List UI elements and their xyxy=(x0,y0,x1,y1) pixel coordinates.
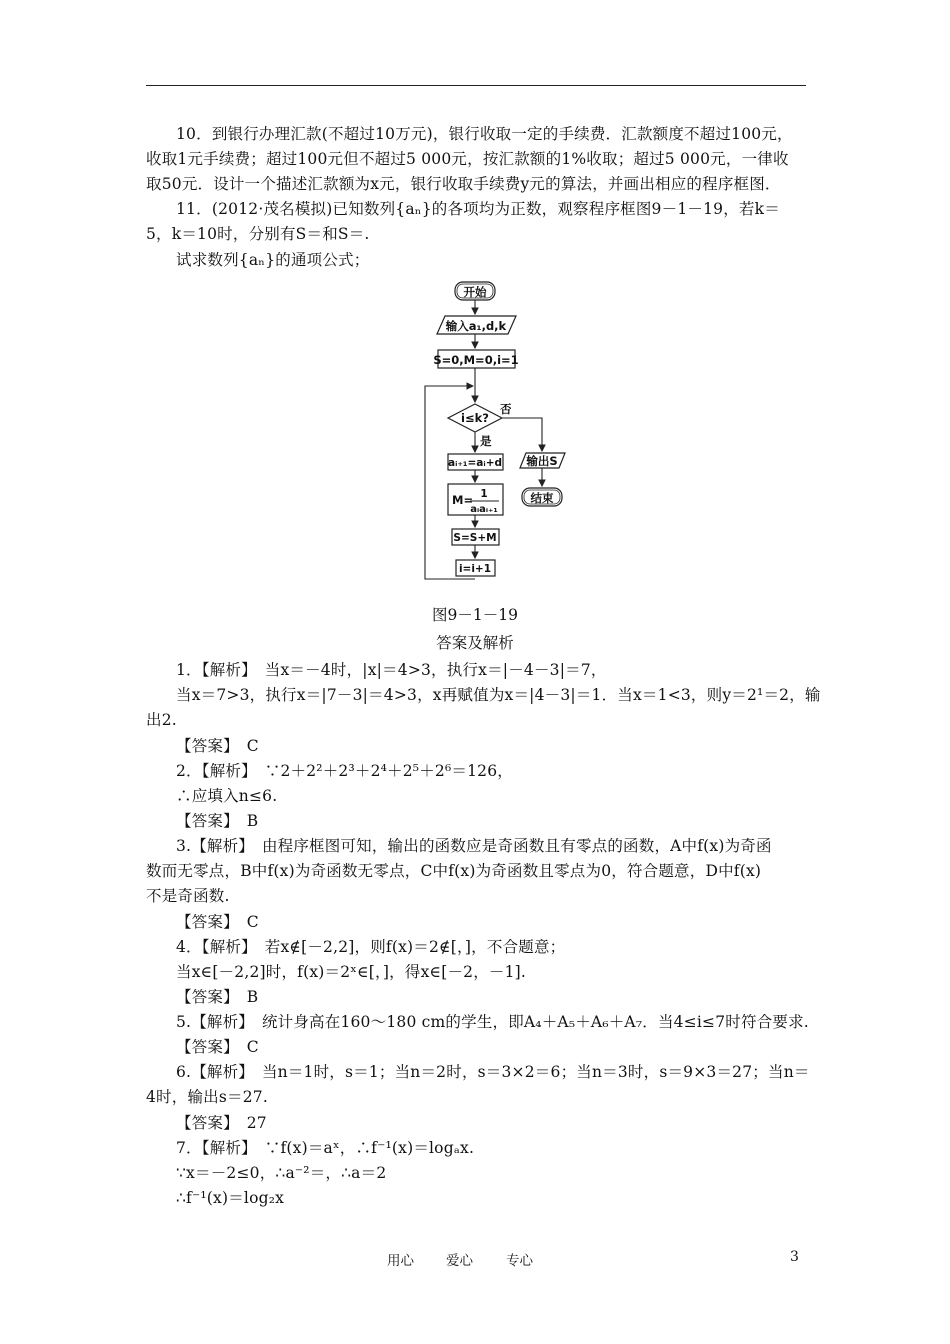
answer-4-key: 【答案】 B xyxy=(176,988,259,1006)
condition-label: i≤k? xyxy=(461,411,489,425)
figure-caption: 图9－1－19 xyxy=(432,606,518,624)
answer-5-line-1: 5.【解析】 统计身高在160～180 cm的学生，即A₄＋A₅＋A₆＋A₇．当4≤i≤7时符合要求. xyxy=(176,1013,809,1031)
answer-3-line-2: 数而无零点，B中f(x)为奇函数无零点，C中f(x)为奇函数且零点为0，符合题意，D中f(x) xyxy=(146,862,762,880)
step-i-label: i=i+1 xyxy=(458,563,492,575)
answers-title: 答案及解析 xyxy=(436,634,514,652)
footer-middle: 爱心 xyxy=(446,1253,473,1269)
answer-1-line-1: 1．【解析】 当x＝－4时，|x|＝4>3，执行x＝|－4－3|＝7， xyxy=(176,661,607,679)
step-a-label: aᵢ₊₁=aᵢ+d xyxy=(447,457,503,469)
yes-label: 是 xyxy=(480,434,492,448)
answer-1-line-2: 当x＝7>3，执行x＝|7－3|＝4>3，x再赋值为x＝|4－3|＝1．当x＝1<3，则y＝2¹＝2，输 xyxy=(176,686,821,704)
output-label: 输出S xyxy=(526,454,558,468)
answer-6-line-1: 6.【解析】 当n＝1时，s＝1；当n＝2时，s＝3×2＝6；当n＝3时，s＝9×3＝27；当n＝ xyxy=(176,1063,810,1081)
no-label: 否 xyxy=(500,402,512,416)
start-label: 开始 xyxy=(463,285,487,299)
answer-7-line-2: ∵x＝－2≤0，∴a⁻²＝，∴a＝2 xyxy=(176,1164,387,1182)
answer-3-key: 【答案】 C xyxy=(176,913,259,931)
flowchart-diagram xyxy=(420,275,590,593)
answer-5-key: 【答案】 C xyxy=(176,1038,259,1056)
header-rule xyxy=(146,85,806,86)
answer-4-line-2: 当x∈[－2,2]时，f(x)＝2ˣ∈[，]，得x∈[－2，－1]. xyxy=(176,963,527,981)
step-s-label: S=S+M xyxy=(453,532,497,544)
footer-right: 专心 xyxy=(506,1253,533,1269)
init-label: S=0,M=0,i=1 xyxy=(433,353,519,367)
page-number: 3 xyxy=(790,1249,799,1265)
step-m-left: M= xyxy=(452,493,474,507)
answer-6-line-2: 4时，输出s＝27. xyxy=(146,1088,268,1106)
arrow-no-output xyxy=(502,418,542,451)
problem-10-line-2: 收取1元手续费；超过100元但不超过5 000元，按汇款额的1%收取；超过5 000元，一律收 xyxy=(146,150,789,168)
input-label: 输入a₁,d,k xyxy=(445,319,507,333)
answer-1-line-3: 出2. xyxy=(146,711,177,729)
answer-7-line-1: 7．【解析】 ∵f(x)＝aˣ，∴f⁻¹(x)＝logₐx. xyxy=(176,1139,475,1157)
problem-10-line-3: 取50元．设计一个描述汇款额为x元，银行收取手续费y元的算法，并画出相应的程序框图． xyxy=(146,175,781,193)
footer-left: 用心 xyxy=(387,1253,414,1269)
answer-4-line-1: 4．【解析】 若x∉[－2,2]，则f(x)＝2∉[，]，不合题意； xyxy=(176,938,566,956)
step-m-denominator: aᵢaᵢ₊₁ xyxy=(470,504,498,515)
answer-2-line-1: 2．【解析】 ∵2＋2²＋2³＋2⁴＋2⁵＋2⁶＝126， xyxy=(176,762,513,780)
answer-6-key: 【答案】 27 xyxy=(176,1114,267,1132)
answer-2-key: 【答案】 B xyxy=(176,812,259,830)
answer-2-line-2: ∴应填入n≤6. xyxy=(176,787,278,805)
answer-7-line-3: ∴f⁻¹(x)＝log₂x xyxy=(176,1189,285,1207)
answer-3-line-3: 不是奇函数. xyxy=(146,887,230,905)
end-label: 结束 xyxy=(530,491,554,505)
problem-11-line-1: 11．(2012·茂名模拟)已知数列{aₙ}的各项均为正数，观察程序框图9－1－19，若k＝ xyxy=(176,200,780,218)
step-m-numerator: 1 xyxy=(480,488,488,500)
problem-11-line-3: 试求数列{aₙ}的通项公式； xyxy=(176,251,370,269)
problem-11-line-2: 5，k＝10时，分别有S＝和S＝. xyxy=(146,225,370,243)
answer-1-key: 【答案】 C xyxy=(176,737,259,755)
problem-10-line-1: 10．到银行办理汇款(不超过10万元)，银行收取一定的手续费．汇款额度不超过100元， xyxy=(176,125,793,143)
answer-3-line-1: 3.【解析】 由程序框图可知，输出的函数应是奇函数且有零点的函数，A中f(x)为奇函 xyxy=(176,837,772,855)
